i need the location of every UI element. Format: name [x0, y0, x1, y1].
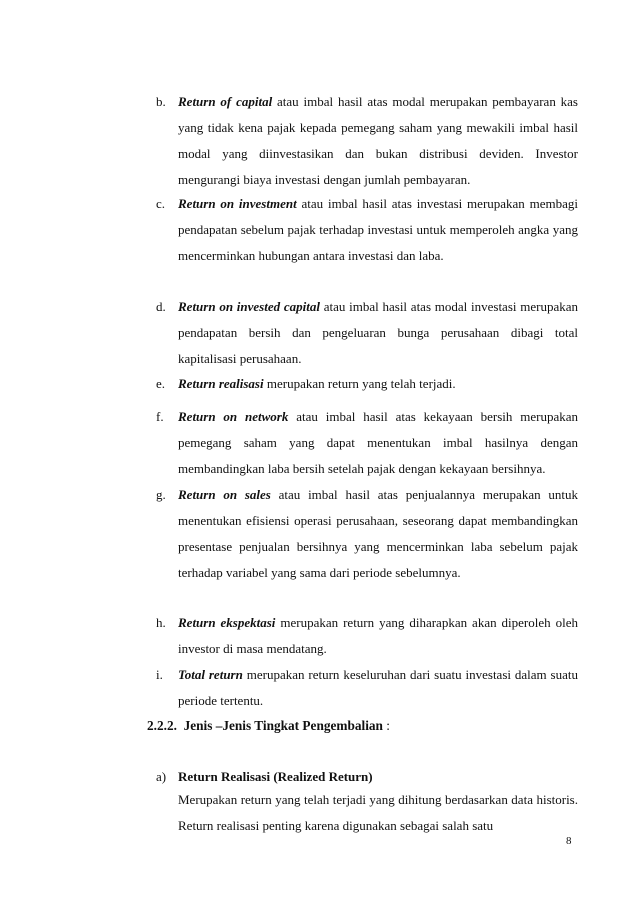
- subsection-marker: a): [156, 769, 167, 784]
- section-title: Jenis –Jenis Tingkat Pengembalian: [183, 718, 383, 733]
- list-item-text: [178, 371, 578, 397]
- list-marker: b.: [156, 94, 166, 109]
- list-item-text: [178, 89, 578, 193]
- term: Return on invested capital: [178, 299, 320, 314]
- list-item-text: [178, 662, 578, 714]
- list-item: [156, 94, 578, 193]
- list-marker: h.: [156, 615, 166, 630]
- description: merupakan return keseluruhan dari suatu investasi dalam suatu periode tertentu.: [178, 667, 579, 708]
- term: Return of capital: [178, 94, 273, 109]
- term: Return on network: [178, 409, 289, 424]
- description: atau imbal hasil atas kekayaan bersih merupakan pemegang saham yang dapat menentukan imbal hasilnya dengan membandingkan laba bersih setelah pajak dengan kekayaan bersihnya.: [178, 409, 578, 476]
- subsection-paragraph: Merupakan return yang telah terjadi yang dihitung berdasarkan data historis. Return realisasi penting karena digunakan sebagai salah satu: [178, 792, 578, 833]
- description: atau imbal hasil atas penjualannya merupakan untuk menentukan efisiensi operasi perusahaan, seseorang dapat membandingkan presentase penjualan bersihnya yang mencerminkan laba sebelum pajak terhadap variabel yang sama dari periode sebelumnya.: [178, 487, 578, 580]
- page-number: 8: [566, 835, 572, 847]
- list-item-text: [178, 404, 578, 482]
- subsection: [156, 769, 578, 839]
- list-marker: c.: [156, 196, 166, 211]
- subsection-title: [178, 769, 578, 785]
- section-colon: :: [382, 718, 390, 733]
- list-item: [156, 487, 578, 586]
- list-item-text: [178, 294, 578, 372]
- term: Return realisasi: [178, 376, 264, 391]
- term: Return ekspektasi: [178, 615, 276, 630]
- subsection-title-text: Return Realisasi: [178, 769, 271, 784]
- description: merupakan return yang diharapkan akan diperoleh oleh investor di masa mendatang.: [178, 615, 578, 656]
- list-item: [156, 667, 578, 714]
- term: Total return: [178, 667, 243, 682]
- list-marker: e.: [156, 376, 166, 391]
- description: atau imbal hasil atas modal investasi merupakan pendapatan bersih dan pengeluaran bunga perusahaan dibagi total kapitalisasi perusahaan.: [178, 299, 578, 366]
- list-marker: d.: [156, 299, 166, 314]
- term: Return on sales: [178, 487, 271, 502]
- description: atau imbal hasil atas investasi merupakan membagi pendapatan sebelum pajak terhadap investasi untuk memperoleh angka yang mencerminkan hubungan antara investasi dan laba.: [178, 196, 578, 263]
- term: Return on investment: [178, 196, 297, 211]
- list-marker: i.: [156, 667, 163, 682]
- section-number: 2.2.2.: [147, 718, 177, 733]
- list-item-text: [178, 482, 578, 586]
- list-item: [156, 376, 578, 397]
- description: merupakan return yang telah terjadi.: [263, 376, 456, 391]
- subsection-title-english: (Realized Return): [273, 769, 373, 784]
- section-heading: [147, 718, 587, 734]
- list-item: [156, 615, 578, 662]
- list-marker: g.: [156, 487, 166, 502]
- list-item: [156, 196, 578, 269]
- list-item-text: [178, 191, 578, 269]
- list-item-text: [178, 610, 578, 662]
- list-item: [156, 409, 578, 482]
- description: atau imbal hasil atas modal merupakan pembayaran kas yang tidak kena pajak kepada pemegang saham yang mewakili imbal hasil modal yang diinvestasikan dan bukan distribusi deviden. Investor mengurangi biaya investasi dengan jumlah pembayaran.: [178, 94, 578, 187]
- list-marker: f.: [156, 409, 164, 424]
- list-item: [156, 299, 578, 372]
